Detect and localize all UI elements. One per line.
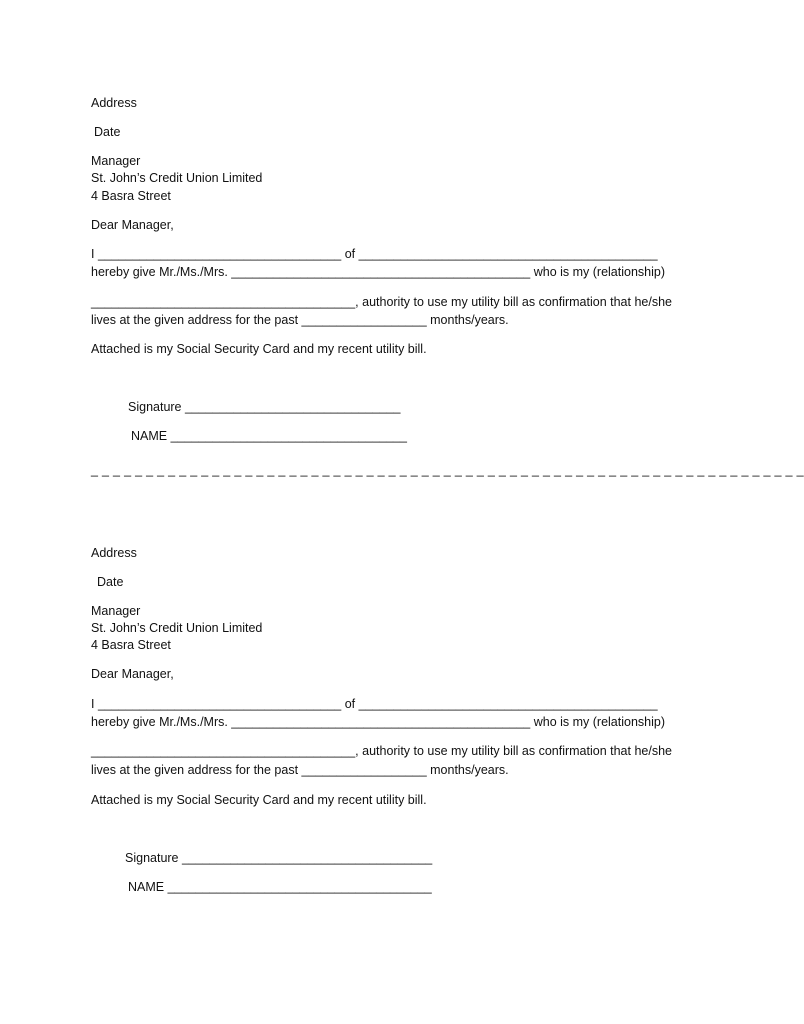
letter2-address-label: Address <box>91 546 137 560</box>
letter1-body-line-1: I ___________________________________ of ___________________________________________ <box>91 247 658 261</box>
letter2-body-line-3: ______________________________________, authority to use my utility bill as confirmation that he/she <box>91 744 672 758</box>
letter2-recipient-title: Manager <box>91 604 141 618</box>
letter2-recipient-org: St. John’s Credit Union Limited <box>91 621 263 635</box>
letter1-date-label: Date <box>94 125 121 139</box>
letter2-recipient-street: 4 Basra Street <box>91 638 171 652</box>
letter2-name-line: NAME ______________________________________ <box>128 880 432 894</box>
letter2-signature-line: Signature ____________________________________ <box>125 851 433 865</box>
letter1-signature-line: Signature _______________________________ <box>128 400 401 414</box>
letter1-body-line-2: hereby give Mr./Ms./Mrs. ___________________________________________ who is my (relationship) <box>91 265 666 279</box>
letter2-date-label: Date <box>97 575 124 589</box>
letter1-recipient-org: St. John’s Credit Union Limited <box>91 171 263 185</box>
letter2-body-line-1: I ___________________________________ of ___________________________________________ <box>91 697 658 711</box>
letter2-body-line-4: lives at the given address for the past __________________ months/years. <box>91 763 509 777</box>
letter1-recipient-title: Manager <box>91 154 141 168</box>
letter2-body-line-2: hereby give Mr./Ms./Mrs. ___________________________________________ who is my (relationship) <box>91 715 666 729</box>
letter2-attachment-note: Attached is my Social Security Card and my recent utility bill. <box>91 793 427 807</box>
letter1-body-line-3: ______________________________________, authority to use my utility bill as confirmation that he/she <box>91 295 672 309</box>
letter1-body-line-4: lives at the given address for the past __________________ months/years. <box>91 313 509 327</box>
cut-line-separator: _ _ _ _ _ _ _ _ _ _ _ _ _ _ _ _ _ _ _ _ _ _ _ _ _ _ _ _ _ _ _ _ _ _ _ _ _ _ _ _ _ _ _ _ _ _ _ _ _ _ _ _ _ _ _ _ _ _ _ _ _ _ _ _ _ <box>91 463 804 477</box>
letter1-name-line: NAME __________________________________ <box>131 429 407 443</box>
letter2-salutation: Dear Manager, <box>91 667 174 681</box>
letter1-salutation: Dear Manager, <box>91 218 174 232</box>
letter1-recipient-street: 4 Basra Street <box>91 189 171 203</box>
letter1-address-label: Address <box>91 96 137 110</box>
letter1-attachment-note: Attached is my Social Security Card and my recent utility bill. <box>91 342 427 356</box>
